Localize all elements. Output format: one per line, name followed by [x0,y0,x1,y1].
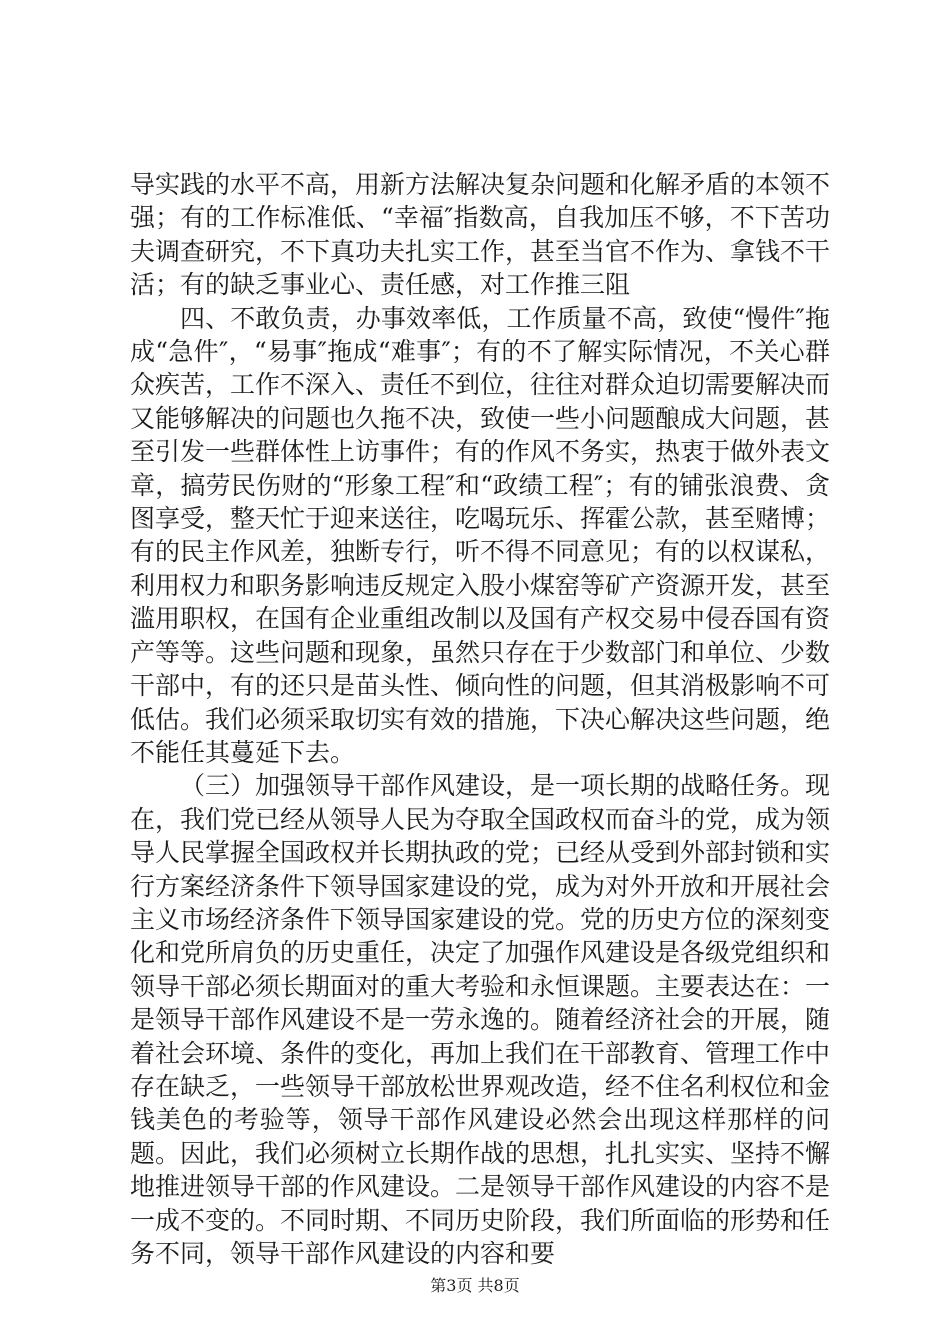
paragraph-section-four: 四、不敢负责，办事效率低，工作质量不高，致使“慢件″拖成“急件″，“易事″拖成“难事″；有的不了解实际情况，不关心群众疾苦，工作不深入、责任不到位，往往对群众迫切需要解决而又能够解决的问题也久拖不决，致使一些小问题酿成大问题，甚至引发一些群体性上访事件；有的作风不务实，热衷于做外表文章，搞劳民伤财的“形象工程″和“政绩工程″；有的铺张浪费、贪图享受，整天忙于迎来送往，吃喝玩乐、挥霍公款，甚至赌博；有的民主作风差，独断专行，听不得不同意见；有的以权谋私，利用权力和职务影响违反规定入股小煤窑等矿产资源开发，甚至滥用职权，在国有企业重组改制以及国有产权交易中侵吞国有资产等等。这些问题和现象，虽然只存在于少数部门和单位、少数干部中，有的还只是苗头性、倾向性的问题，但其消极影响不可低估。我们必须采取切实有效的措施，下决心解决这些问题，绝不能任其蔓延下去。 [130,303,831,767]
page-footer: 第3页 共8页 [430,1276,520,1295]
paragraph-continuation: 导实践的水平不高，用新方法解决复杂问题和化解矛盾的本领不强；有的工作标准低、“幸福″指数高，自我加压不够，不下苦功夫调查研究，不下真功夫扎实工作，甚至当官不作为、拿钱不干活；有的缺乏事业心、责任感，对工作推三阻 [130,170,831,300]
body-text [130,168,830,1270]
paragraph-section-three: （三）加强领导干部作风建设，是一项长期的战略任务。现在，我们党已经从领导人民为夺取全国政权而奋斗的党，成为领导人民掌握全国政权并长期执政的党；已经从受到外部封锁和实行方案经济条件下领导国家建设的党，成为对外开放和开展社会主义市场经济条件下领导国家建设的党。党的历史方位的深刻变化和党所肩负的历史重任，决定了加强作风建设是各级党组织和领导干部必须长期面对的重大考验和永恒课题。主要表达在：一是领导干部作风建设不是一劳永逸的。随着经济社会的开展，随着社会环境、条件的变化，再加上我们在干部教育、管理工作中存在缺乏，一些领导干部放松世界观改造，经不住名利权位和金钱美色的考验等，领导干部作风建设必然会出现这样那样的问题。因此，我们必须树立长期作战的思想，扎扎实实、坚持不懈地推进领导干部的作风建设。二是领导干部作风建设的内容不是一成不变的。不同时期、不同历史阶段，我们所面临的形势和任务不同，领导干部作风建设的内容和要 [130,771,831,1268]
